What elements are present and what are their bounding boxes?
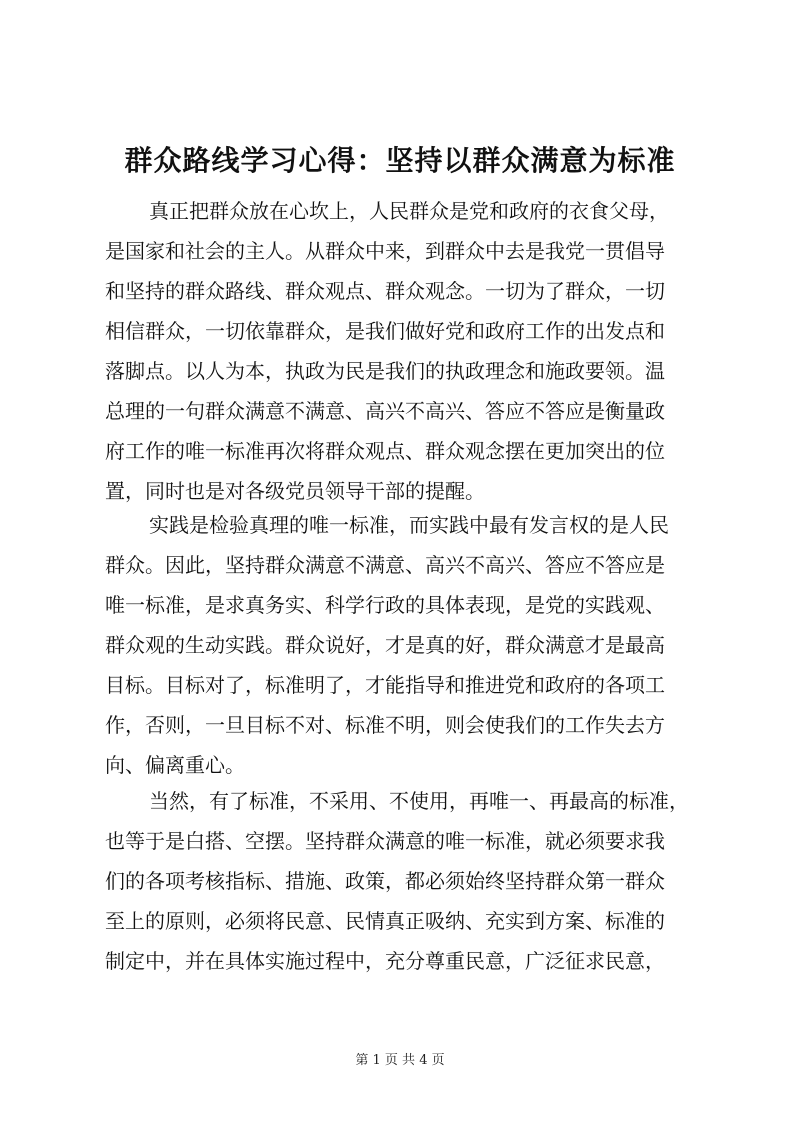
paragraph-line: 群众。因此，坚持群众满意不满意、高兴不高兴、答应不答应是 xyxy=(105,553,665,577)
paragraph-line: 们的各项考核指标、措施、政策，都必须始终坚持群众第一群众 xyxy=(105,869,665,893)
paragraph-line: 目标。目标对了，标准明了，才能指导和推进党和政府的各项工 xyxy=(105,673,665,697)
page-footer: 第 1 页 共 4 页 xyxy=(355,1053,445,1068)
paragraph-line: 总理的一句群众满意不满意、高兴不高兴、答应不答应是衡量政 xyxy=(105,399,665,423)
paragraph-line: 制定中，并在具体实施过程中，充分尊重民意，广泛征求民意， xyxy=(105,949,665,973)
paragraph-3 xyxy=(105,781,705,981)
paragraph-line: 向、偏离重心。 xyxy=(105,753,245,777)
paragraph-line: 落脚点。以人为本，执政为民是我们的执政理念和施政要领。温 xyxy=(105,359,665,383)
document-title: 群众路线学习心得：坚持以群众满意为标准 xyxy=(124,144,676,177)
paragraph-line: 真正把群众放在心坎上，人民群众是党和政府的衣食父母， xyxy=(149,199,669,223)
paragraph-line: 至上的原则，必须将民意、民情真正吸纳、充实到方案、标准的 xyxy=(105,909,665,933)
paragraph-line: 实践是检验真理的唯一标准，而实践中最有发言权的是人民 xyxy=(149,513,669,537)
paragraph-line: 作，否则，一旦目标不对、标准不明，则会使我们的工作失去方 xyxy=(105,713,665,737)
paragraph-line: 群众观的生动实践。群众说好，才是真的好，群众满意才是最高 xyxy=(105,633,665,657)
paragraph-line: 当然，有了标准，不采用、不使用，再唯一、再最高的标准， xyxy=(149,789,689,813)
paragraph-line: 也等于是白搭、空摆。坚持群众满意的唯一标准，就必须要求我 xyxy=(105,829,665,853)
paragraph-line: 和坚持的群众路线、群众观点、群众观念。一切为了群众，一切 xyxy=(105,279,665,303)
paragraph-line: 置，同时也是对各级党员领导干部的提醒。 xyxy=(105,479,485,503)
paragraph-2 xyxy=(105,505,705,785)
paragraph-line: 唯一标准，是求真务实、科学行政的具体表现，是党的实践观、 xyxy=(105,593,665,617)
paragraph-line: 是国家和社会的主人。从群众中来，到群众中去是我党一贯倡导 xyxy=(105,239,665,263)
paragraph-line: 相信群众，一切依靠群众，是我们做好党和政府工作的出发点和 xyxy=(105,319,665,343)
paragraph-line: 府工作的唯一标准再次将群众观点、群众观念摆在更加突出的位 xyxy=(105,439,665,463)
paragraph-1 xyxy=(105,191,705,511)
